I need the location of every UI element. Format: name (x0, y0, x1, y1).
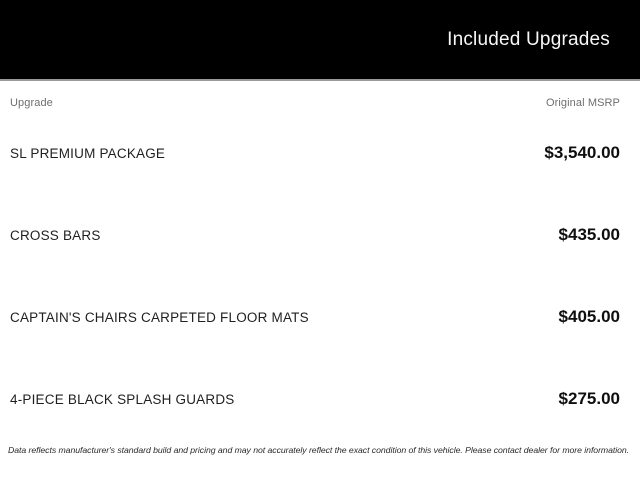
upgrade-name: 4-PIECE BLACK SPLASH GUARDS (10, 391, 235, 407)
upgrades-table (0, 81, 640, 440)
upgrade-price: $405.00 (558, 307, 620, 326)
section-header-banner (0, 0, 640, 81)
column-header-original-msrp: Original MSRP (545, 97, 620, 109)
upgrade-name: CAPTAIN'S CHAIRS CARPETED FLOOR MATS (10, 309, 309, 325)
section-title: Included Upgrades (447, 28, 610, 50)
table-row (10, 276, 620, 358)
column-header-upgrade: Upgrade (10, 97, 53, 109)
upgrade-price: $275.00 (558, 389, 620, 408)
table-row (10, 194, 620, 276)
upgrade-name: SL PREMIUM PACKAGE (10, 145, 166, 161)
table-row (10, 112, 620, 194)
upgrade-price: $435.00 (558, 225, 620, 244)
table-column-headers (10, 81, 620, 112)
table-rows (10, 112, 620, 440)
table-row (10, 358, 620, 440)
disclaimer-text: Data reflects manufacturer's standard build and pricing and may not accurately reflect the exact condition of this vehicle. Please contact dealer for more information. (8, 445, 630, 455)
upgrade-price: $3,540.00 (544, 143, 620, 162)
upgrade-name: CROSS BARS (10, 227, 101, 243)
